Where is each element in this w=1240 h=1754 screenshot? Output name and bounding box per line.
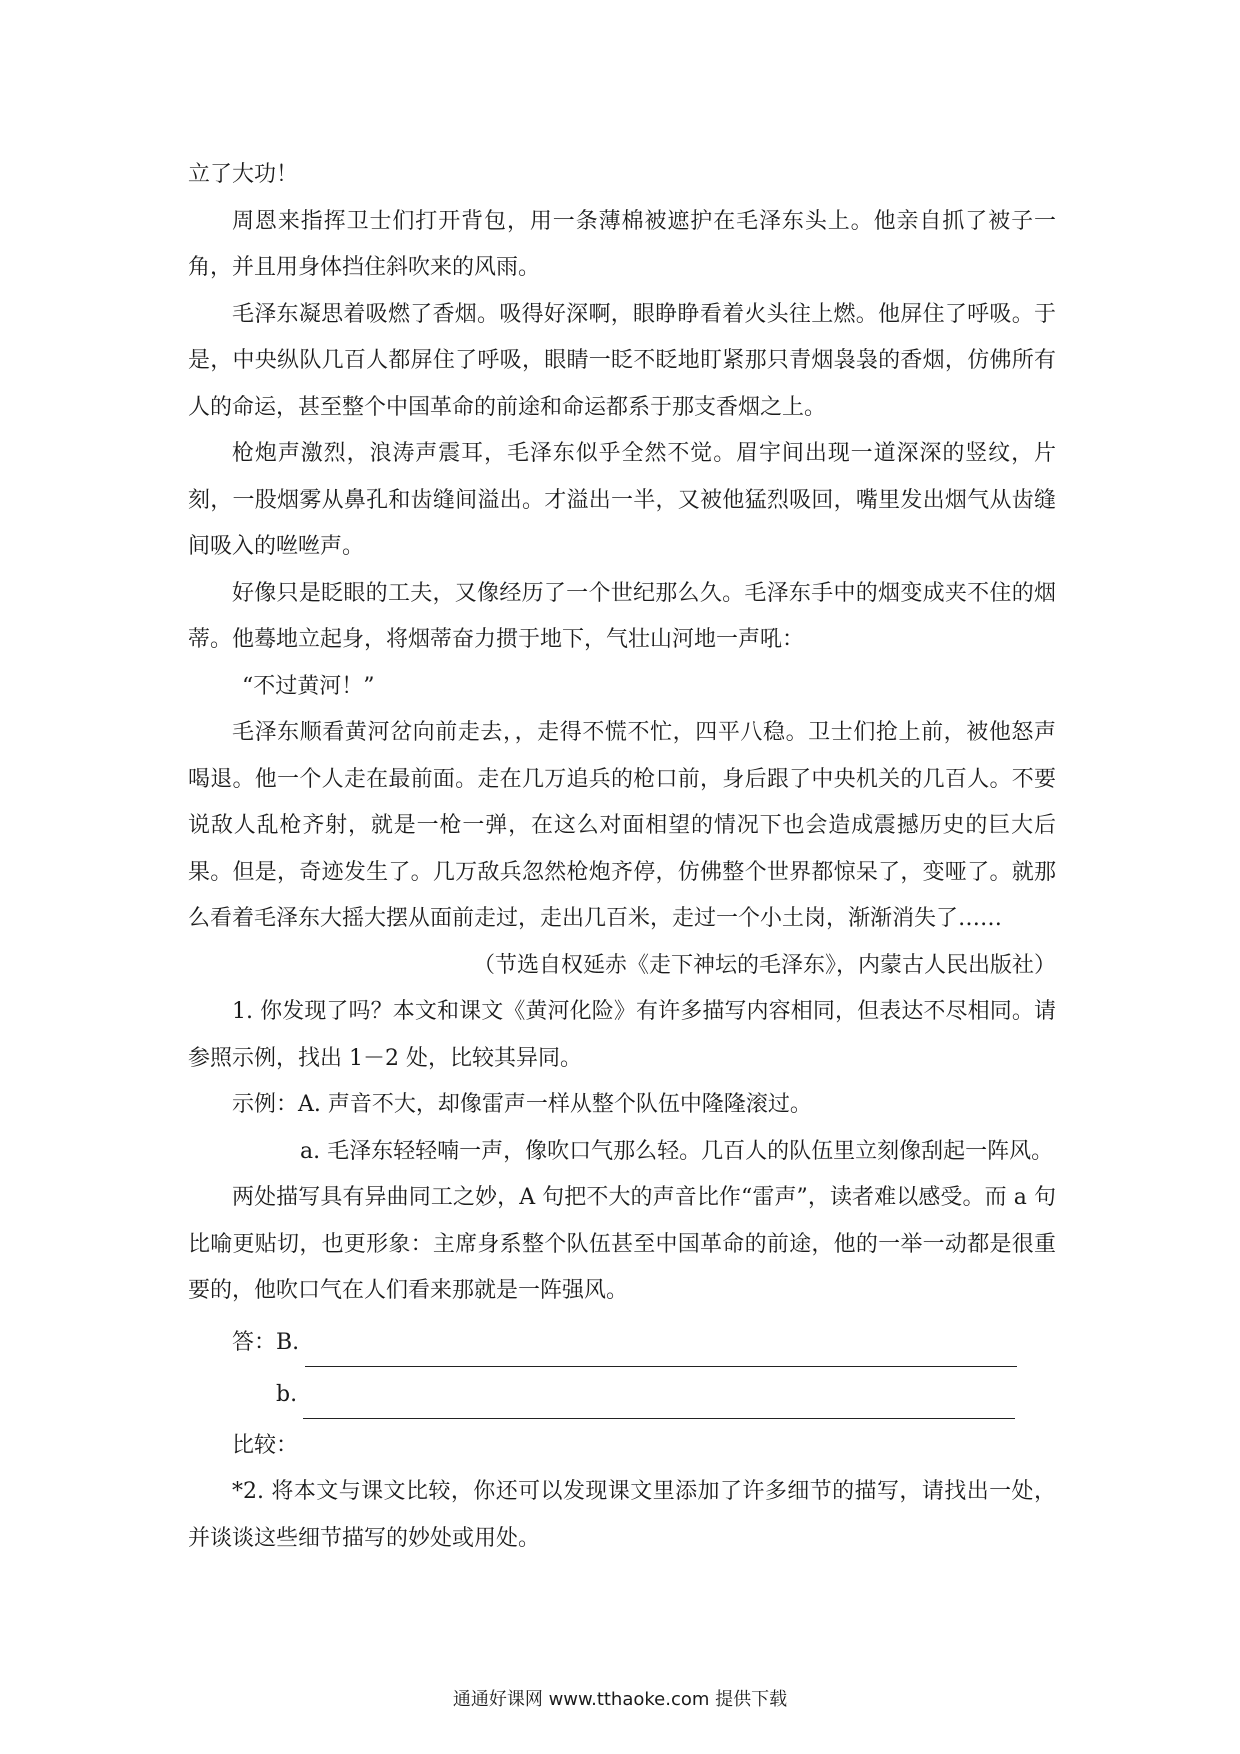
answer-blank-B[interactable]: [305, 1336, 1017, 1367]
example-b: a. 毛泽东轻轻喃一声，像吹口气那么轻。几百人的队伍里立刻像刮起一阵风。: [300, 1138, 1054, 1164]
paragraph: 立了大功！: [188, 162, 299, 187]
compare-label: 比较：: [232, 1432, 299, 1458]
article-body: [188, 152, 1056, 1562]
page-footer: 通通好课网 www.tthaoke.com 提供下载: [452, 1689, 788, 1710]
example-analysis: 两处描写具有异曲同工之妙，A 句把不大的声音比作“雷声”，读者难以感受。而 a 句比喻更贴切，也更形象：主席身系整个队伍甚至中国革命的前途，他的一举一动都是很重要的，他吹口气在人们看来那就是一阵强风。: [188, 1185, 1056, 1303]
paragraph: 毛泽东顺看黄河岔向前走去，，走得不慌不忙，四平八稳。卫士们抢上前，被他怒声喝退。他一个人走在最前面。走在几万追兵的枪口前，身后跟了中央机关的几百人。不要说敌人乱枪齐射，就是一枪一弹，在这么对面相望的情况下也会造成震撼历史的巨大后果。但是，奇迹发生了。几万敌兵忽然枪炮齐停，仿佛整个世界都惊呆了，变哑了。就那么看着毛泽东大摇大摆从面前走过，走出几百米，走过一个小土岗，渐渐消失了……: [188, 720, 1056, 931]
answer-label-b: b.: [276, 1382, 298, 1407]
source-citation: （节选自权延赤《走下神坛的毛泽东》，内蒙古人民出版社）: [472, 952, 1056, 978]
answer-label-B: 答：B.: [232, 1330, 300, 1355]
answer-line-B: [188, 1315, 1056, 1367]
paragraph: 好像只是眨眼的工夫，又像经历了一个世纪那么久。毛泽东手中的烟变成夹不住的烟蒂。他蓦地立起身，将烟蒂奋力掼于地下，气壮山河地一声吼：: [188, 580, 1056, 652]
paragraph: 周恩来指挥卫士们打开背包，用一条薄棉被遮护在毛泽东头上。他亲自抓了被子一角，并且用身体挡住斜吹来的风雨。: [188, 208, 1056, 280]
question-2: *2. 将本文与课文比较，你还可以发现课文里添加了许多细节的描写，请找出一处，并谈谈这些细节描写的妙处或用处。: [188, 1479, 1056, 1551]
paragraph: 毛泽东凝思着吸燃了香烟。吸得好深啊，眼睁睁看着火头往上燃。他屏住了呼吸。于是，中央纵队几百人都屏住了呼吸，眼睛一眨不眨地盯紧那只青烟袅袅的香烟，仿佛所有人的命运，甚至整个中国革命的前途和命运都系于那支香烟之上。: [188, 301, 1056, 420]
paragraph: 枪炮声激烈，浪涛声震耳，毛泽东似乎全然不觉。眉宇间出现一道深深的竖纹，片刻，一股烟雾从鼻孔和齿缝间溢出。才溢出一半，又被他猛烈吸回，嘴里发出烟气从齿缝间吸入的咝咝声。: [188, 441, 1056, 559]
quote: “不过黄河！”: [242, 673, 375, 699]
example-a: 示例：A. 声音不大，却像雷声一样从整个队伍中隆隆滚过。: [232, 1092, 812, 1117]
answer-blank-b[interactable]: [303, 1388, 1015, 1419]
question-1: 1. 你发现了吗？本文和课文《黄河化险》有许多描写内容相同，但表达不尽相同。请参照示例，找出 1－2 处，比较其异同。: [188, 999, 1056, 1071]
answer-line-b: [188, 1367, 1056, 1419]
